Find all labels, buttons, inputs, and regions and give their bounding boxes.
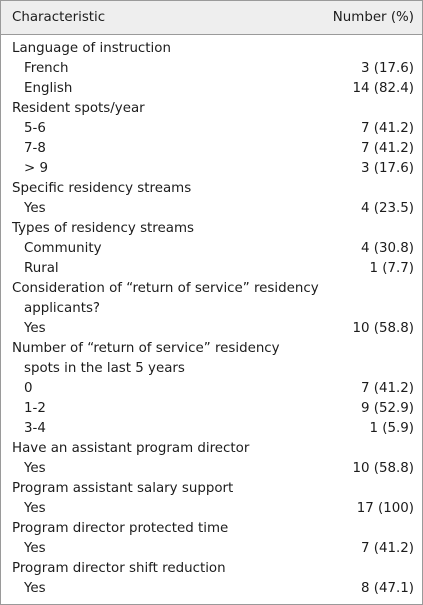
row-label: Yes [24,321,46,336]
row-label: Have an assistant program director [12,441,250,456]
table-header [1,1,422,35]
row-label: Program assistant salary support [12,481,234,496]
row-label: Language of instruction [12,41,171,56]
table-row [1,559,422,579]
table-row [1,219,422,239]
row-label: 3-4 [24,421,46,436]
row-label: Program director shift reduction [12,561,226,576]
row-label: Consideration of “return of service” residency [12,281,319,296]
row-value: 7 (41.2) [360,121,414,136]
row-value: 7 (41.2) [360,141,414,156]
table-row [1,399,422,419]
row-value: 4 (30.8) [360,241,414,256]
table-row [1,159,422,179]
row-value: 7 (41.2) [360,381,414,396]
row-value: 10 (58.8) [352,321,414,336]
table-row [1,59,422,79]
row-label: Yes [24,541,46,556]
table-row [1,579,422,599]
row-label: applicants? [24,301,101,316]
table-row [1,459,422,479]
table-row [1,479,422,499]
row-value: 8 (47.1) [360,581,414,596]
row-label: Community [24,241,102,256]
row-label: Program director protected time [12,521,229,536]
row-value: 1 (5.9) [369,421,414,436]
row-label: English [24,81,73,96]
table-row [1,339,422,359]
row-value: 7 (41.2) [360,541,414,556]
table-row [1,359,422,379]
table-row [1,99,422,119]
row-label: spots in the last 5 years [24,361,185,376]
row-label: Yes [24,201,46,216]
row-label: 1-2 [24,401,46,416]
table-row [1,239,422,259]
table-row [1,379,422,399]
table-row [1,119,422,139]
row-label: French [24,61,69,76]
row-label: Yes [24,581,46,596]
row-label: 7-8 [24,141,46,156]
row-label: Number of “return of service” residency [12,341,280,356]
row-value: 14 (82.4) [352,81,414,96]
table-row [1,179,422,199]
header-characteristic: Characteristic [12,10,106,25]
table-row [1,139,422,159]
table-row [1,519,422,539]
row-label: Resident spots/year [12,101,145,116]
table-row [1,279,422,299]
row-value: 3 (17.6) [360,61,414,76]
table-row [1,299,422,319]
table-row [1,319,422,339]
table-row [1,539,422,559]
header-number-percent: Number (%) [332,10,414,25]
table-row [1,259,422,279]
row-value: 4 (23.5) [360,201,414,216]
row-label: 0 [24,381,33,396]
row-label: Types of residency streams [12,221,194,236]
table-row [1,419,422,439]
table-row [1,199,422,219]
row-label: 5-6 [24,121,46,136]
table-row [1,79,422,99]
table-row [1,439,422,459]
row-label: > 9 [24,161,48,176]
row-label: Yes [24,461,46,476]
row-value: 1 (7.7) [369,261,414,276]
row-value: 9 (52.9) [360,401,414,416]
row-label: Specific residency streams [12,181,192,196]
row-value: 17 (100) [356,501,414,516]
row-label: Rural [24,261,59,276]
table-row [1,499,422,519]
row-value: 10 (58.8) [352,461,414,476]
row-label: Yes [24,501,46,516]
table-body [1,34,422,604]
table-row [1,39,422,59]
row-value: 3 (17.6) [360,161,414,176]
